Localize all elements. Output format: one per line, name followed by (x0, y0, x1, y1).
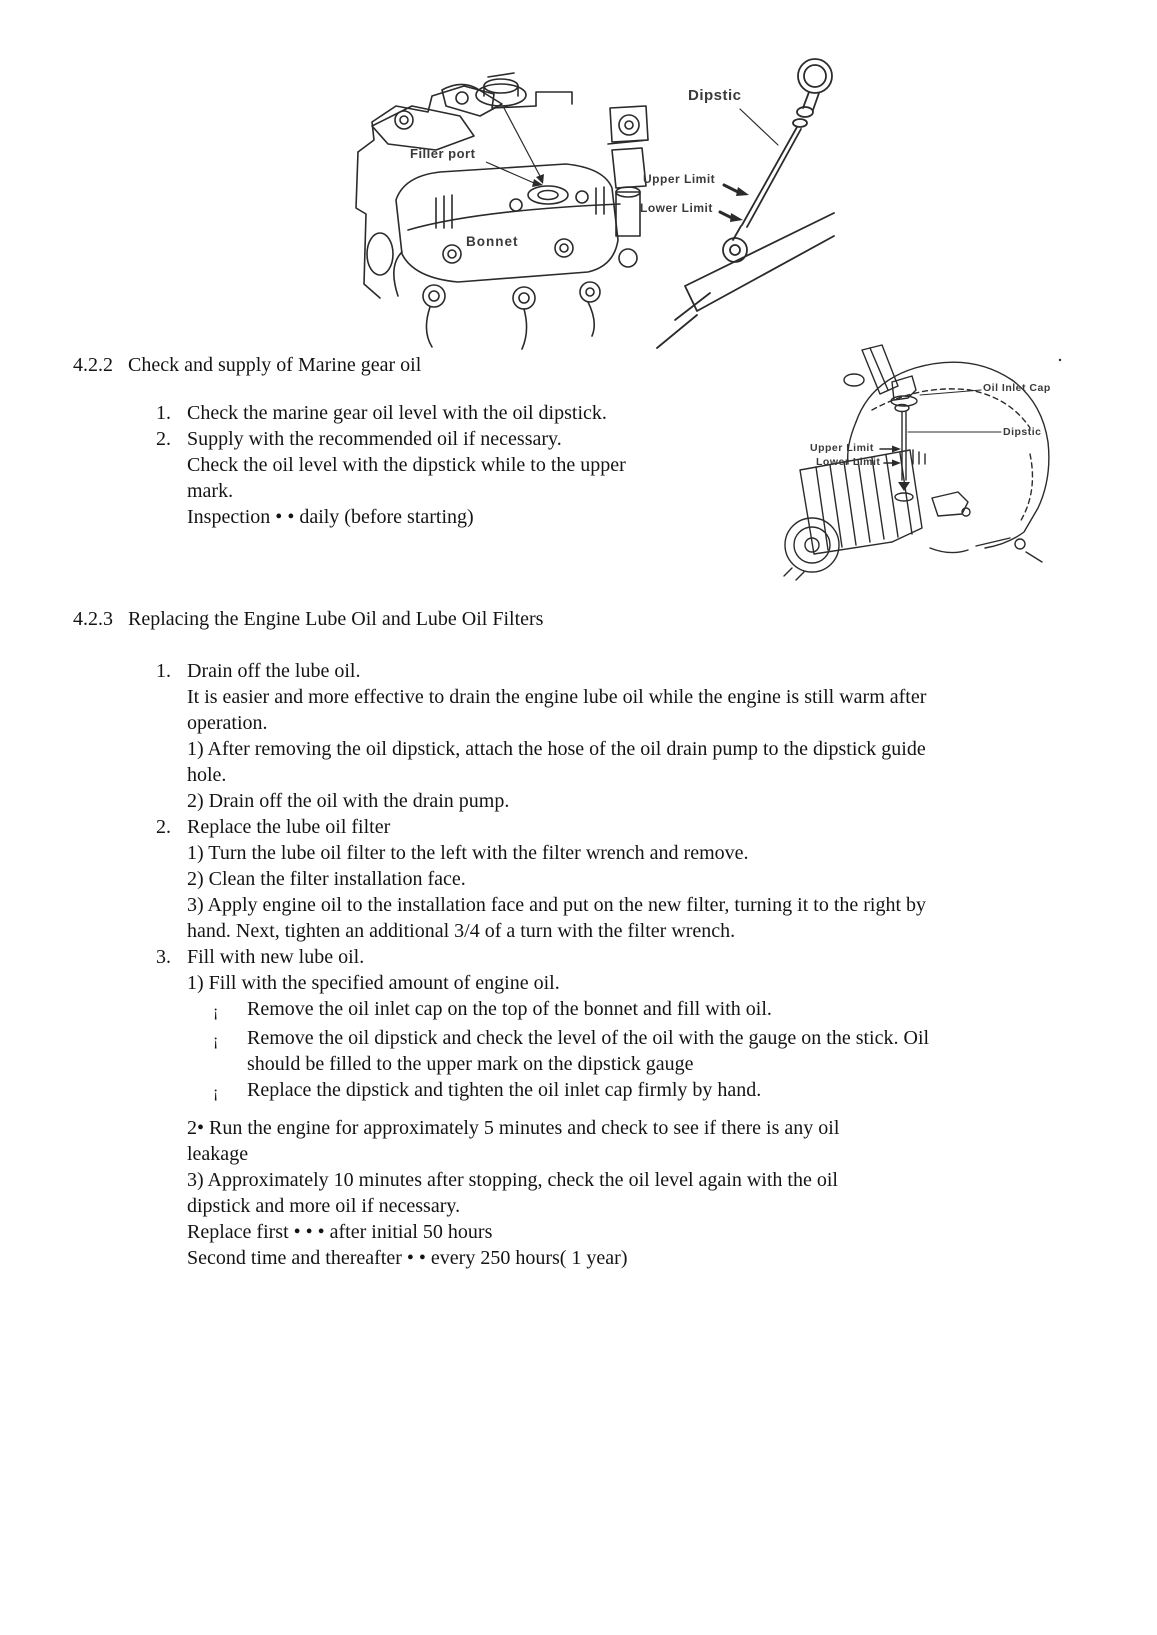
text-line: Check the marine gear oil level with the oil dipstick. (187, 402, 607, 424)
text-line: mark. (187, 480, 234, 502)
section-422-list (156, 400, 626, 530)
text-line: hole. (187, 764, 227, 786)
list-item (156, 426, 626, 530)
list-marker: 2. (156, 816, 171, 838)
marine-gear-figure (780, 342, 1070, 582)
text-line: Remove the oil inlet cap on the top of the bonnet and fill with oil. (247, 998, 772, 1020)
text-line: 1) Turn the lube oil filter to the left with the filter wrench and remove. (187, 842, 749, 864)
text-line: operation. (187, 712, 268, 734)
text-line: Remove the oil dipstick and check the level of the oil with the gauge on the stick. Oil (247, 1027, 930, 1049)
bullet-marker: ¡ (213, 1084, 219, 1101)
list-item (156, 814, 929, 944)
section-title: Check and supply of Marine gear oil (128, 354, 422, 376)
figure-label-upper-limit: Upper Limit (643, 172, 716, 186)
text-line: should be filled to the upper mark on the dipstick gauge (247, 1053, 694, 1075)
text-line: Replace the lube oil filter (187, 816, 391, 838)
text-line: It is easier and more effective to drain the engine lube oil while the engine is still warm after (187, 686, 927, 708)
text-line: Fill with new lube oil. (187, 946, 365, 968)
text-line: hand. Next, tighten an additional 3/4 of a turn with the filter wrench. (187, 920, 736, 942)
section-title: Replacing the Engine Lube Oil and Lube Oil Filters (128, 608, 544, 630)
text-line: 2) Clean the filter installation face. (187, 868, 466, 890)
list-marker: 1. (156, 402, 171, 424)
figure-label-dipstick: Dipstic (1003, 426, 1042, 438)
sub-bullet-item (213, 1025, 929, 1077)
list-marker: 1. (156, 660, 171, 682)
list-marker: 2. (156, 428, 171, 450)
text-line: 2) Drain off the oil with the drain pump. (187, 790, 510, 812)
engine-lube-oil-figure (338, 48, 838, 355)
sub-bullet-item (213, 996, 929, 1025)
text-line: 2• Run the engine for approximately 5 minutes and check to see if there is any oil (187, 1117, 840, 1139)
text-line: Check the oil level with the dipstick while to the upper (187, 454, 626, 476)
list-marker: 3. (156, 946, 171, 968)
text-line: Inspection • • daily (before starting) (187, 506, 474, 528)
sub-bullet-item (213, 1077, 929, 1106)
figure-label-upper-limit: Upper Limit (810, 442, 874, 454)
list-item (156, 658, 929, 814)
section-number: 4.2.3 (73, 608, 113, 630)
list-item (156, 400, 626, 426)
figure-label-filler-port: Filler port (410, 146, 476, 161)
text-line: Replace the dipstick and tighten the oil inlet cap firmly by hand. (247, 1079, 762, 1101)
section-423-heading (73, 606, 543, 632)
text-line: 3) Approximately 10 minutes after stopping, check the oil level again with the oil (187, 1169, 838, 1191)
text-line: 1) After removing the oil dipstick, attach the hose of the oil drain pump to the dipstick guide (187, 738, 926, 760)
figure-label-lower-limit: Lower Limit (816, 456, 881, 468)
engine-drawing (356, 73, 648, 349)
bullet-marker: ¡ (213, 1032, 219, 1049)
text-line: 3) Apply engine oil to the installation face and put on the new filter, turning it to the right by (187, 894, 927, 916)
text-line: dipstick and more oil if necessary. (187, 1195, 461, 1217)
text-line: Second time and thereafter • • every 250 hours( 1 year) (187, 1247, 628, 1269)
text-line: Drain off the lube oil. (187, 660, 361, 682)
text-line: Replace first • • • after initial 50 hours (187, 1221, 493, 1243)
list-item (156, 944, 929, 1271)
section-number: 4.2.2 (73, 354, 113, 376)
bullet-marker: ¡ (213, 1003, 219, 1020)
text-line: Supply with the recommended oil if necessary. (187, 428, 562, 450)
figure-label-oil-inlet-cap: Oil Inlet Cap (983, 382, 1051, 394)
section-423-list (156, 658, 929, 1271)
figure-label-bonnet: Bonnet (466, 234, 519, 249)
text-line: leakage (187, 1143, 249, 1165)
figure-label-lower-limit: Lower Limit (640, 201, 713, 215)
section-422-heading (73, 352, 421, 378)
engine-line-art (338, 48, 838, 355)
figure-label-dipstick: Dipstic (688, 87, 742, 104)
text-line: 1) Fill with the specified amount of engine oil. (187, 972, 560, 994)
